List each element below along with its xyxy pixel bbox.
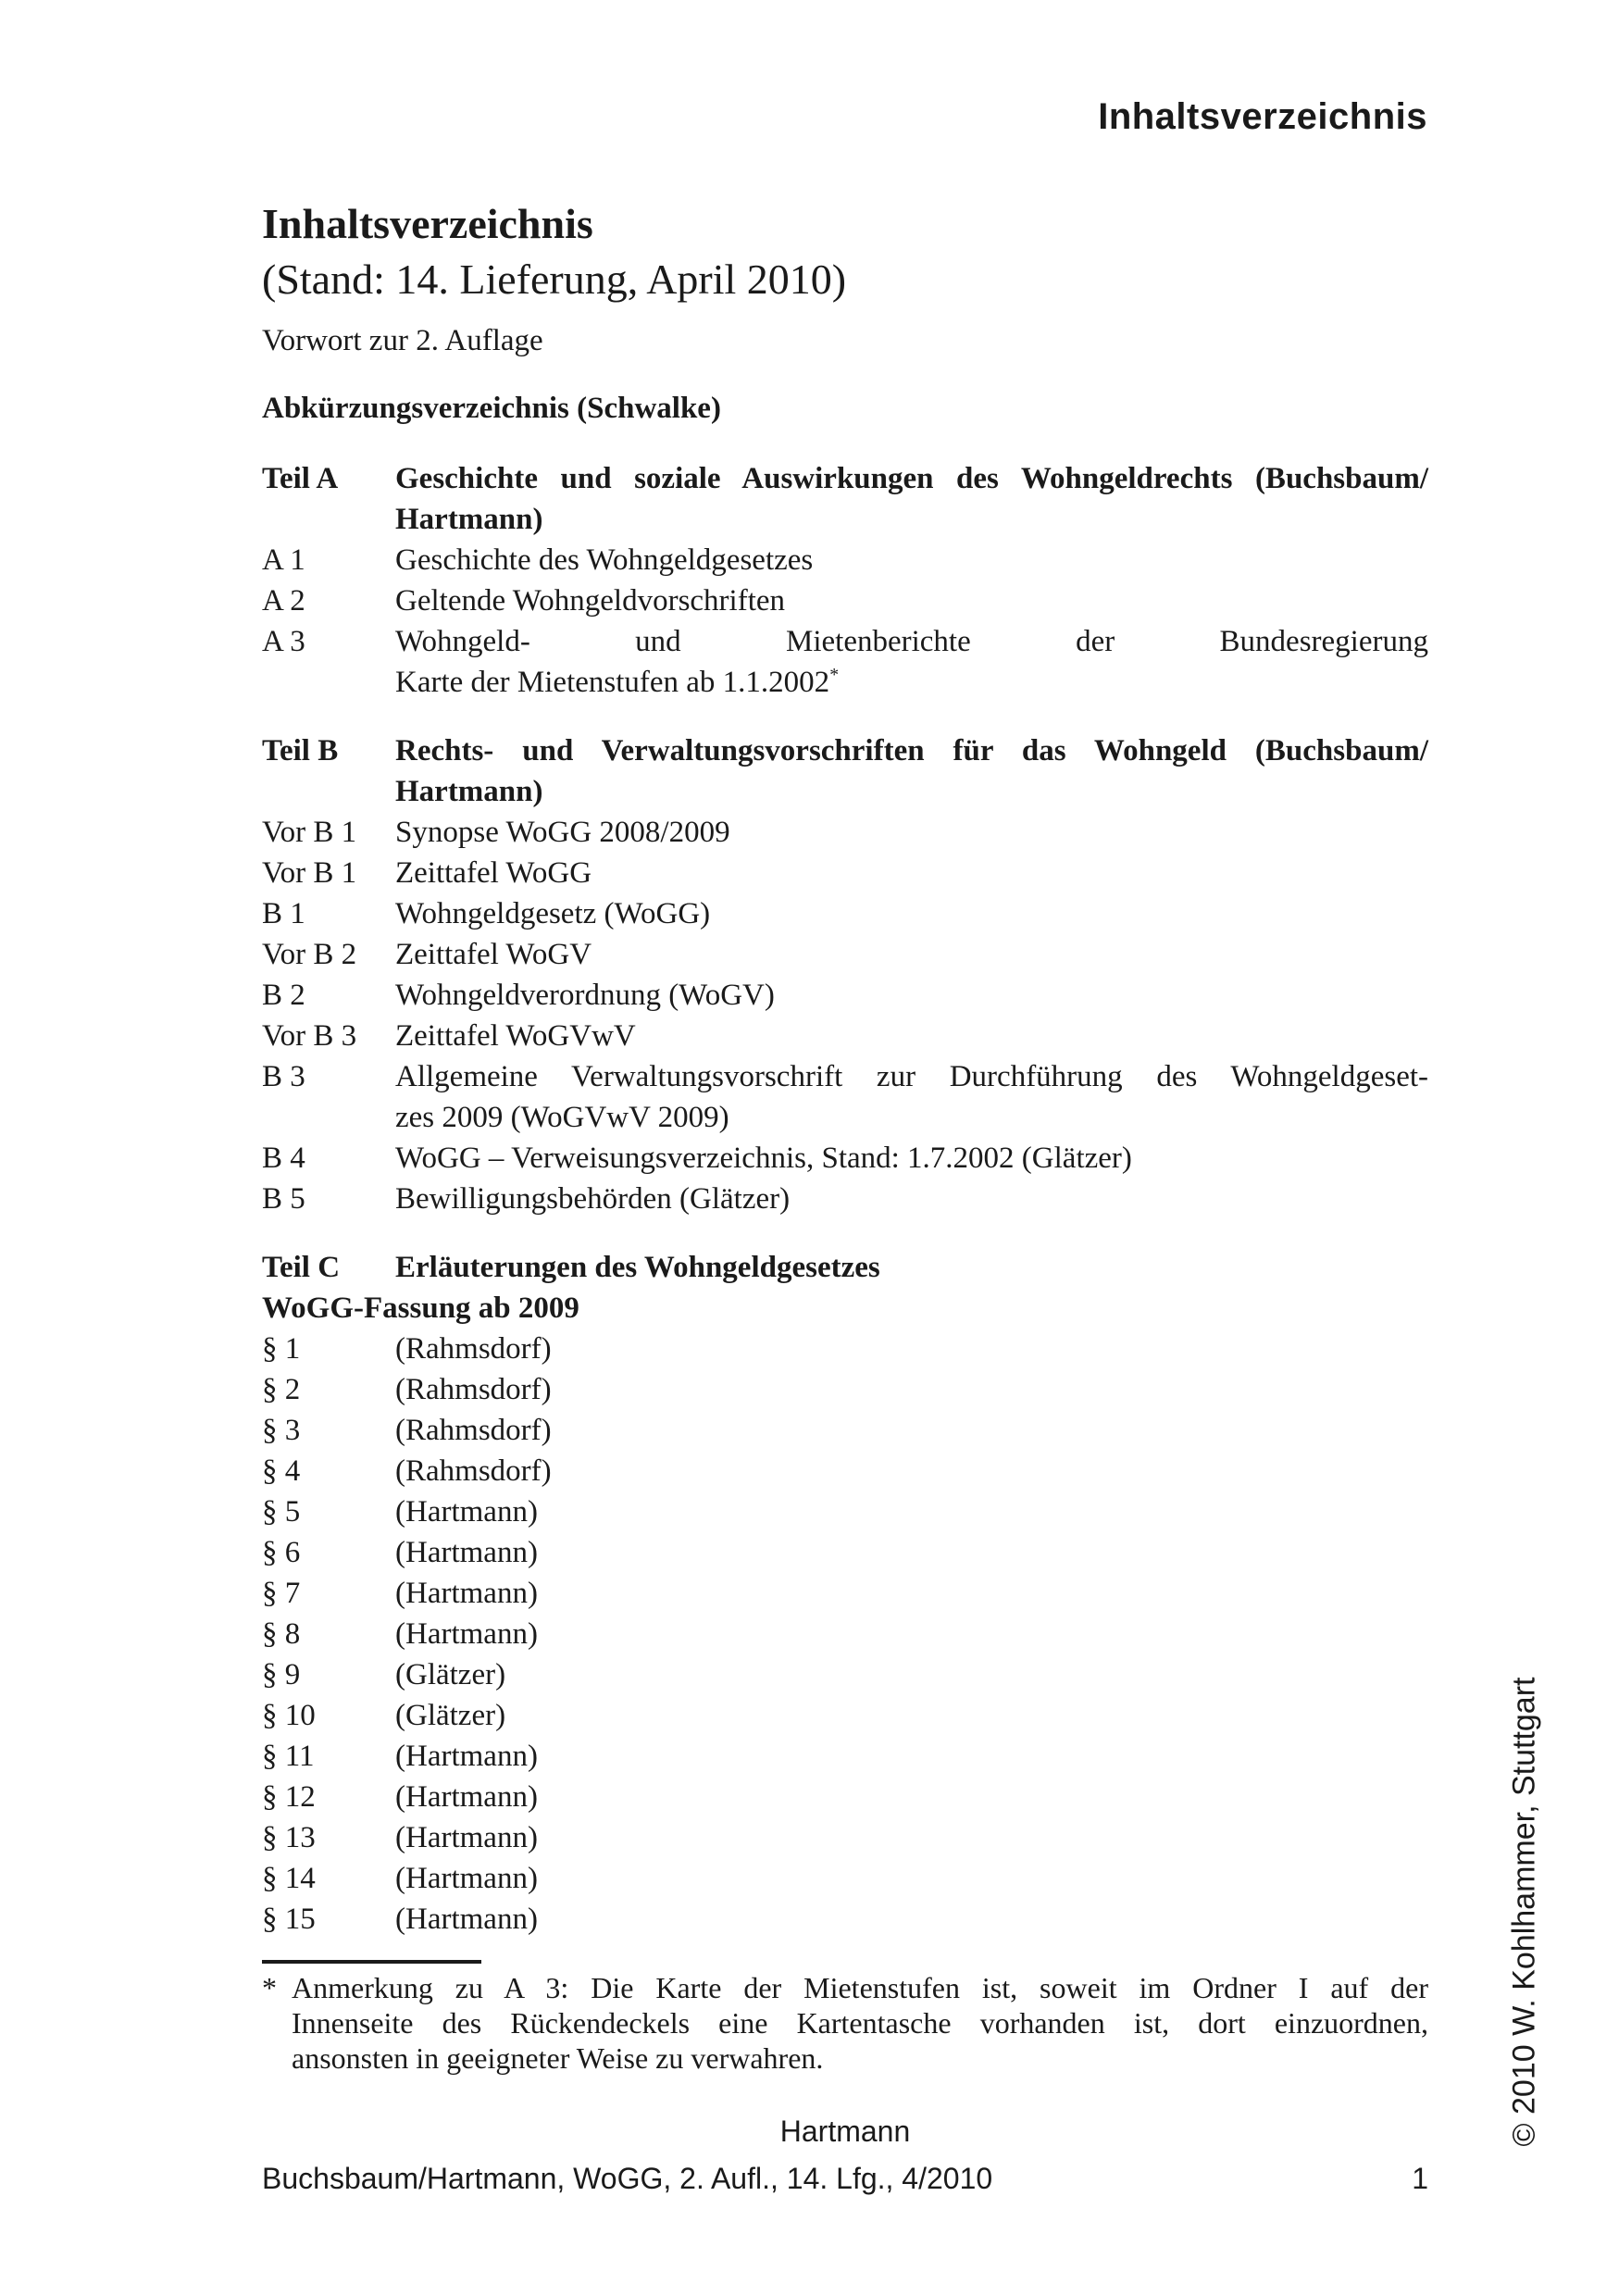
footnote-rule xyxy=(262,1960,481,1964)
toc-entry xyxy=(262,1532,1428,1573)
toc-entry xyxy=(262,812,1428,853)
footnote-marker: * xyxy=(262,1971,277,2004)
toc-entry-lines xyxy=(395,1056,1428,1138)
toc-entry-lines xyxy=(395,1138,1428,1179)
footnote-line: Anmerkung zu A 3: Die Karte der Mietenstufen ist, soweit im Ordner I auf der xyxy=(292,1971,1428,2004)
toc-entry-lines xyxy=(395,1695,1428,1736)
front-matter xyxy=(262,320,1428,429)
toc-entry-line: Bewilligungsbehörden (Glätzer) xyxy=(395,1182,791,1216)
toc-entry-label: § 14 xyxy=(262,1862,316,1895)
toc-entry-line: Geschichte und soziale Auswirkungen des Wohngeldrechts (Buchsbaum/ xyxy=(395,462,1428,495)
toc-entry-lines xyxy=(395,580,1428,621)
toc-entry xyxy=(262,1858,1428,1899)
toc-entry-label: A 1 xyxy=(262,543,305,577)
footer-citation: Buchsbaum/Hartmann, WoGG, 2. Aufl., 14. Lfg., 4/2010 xyxy=(262,2162,993,2195)
toc-entry-line: (Rahmsdorf) xyxy=(395,1414,552,1447)
toc-entry-line: (Glätzer) xyxy=(395,1699,506,1732)
toc-entry-line: (Hartmann) xyxy=(395,1740,538,1773)
page-subtitle: (Stand: 14. Lieferung, April 2010) xyxy=(262,256,847,303)
toc-section-teil-c xyxy=(262,1247,1428,1940)
toc-entry-label: § 13 xyxy=(262,1821,316,1854)
page-title: Inhaltsverzeichnis xyxy=(262,200,593,247)
toc-entry-line: (Hartmann) xyxy=(395,1536,538,1569)
toc-entry xyxy=(262,1695,1428,1736)
toc-entry-lines xyxy=(395,1777,1428,1817)
running-header: Inhaltsverzeichnis xyxy=(1098,96,1427,137)
toc-entry-label: § 3 xyxy=(262,1414,301,1447)
toc-entry-label: Vor B 3 xyxy=(262,1019,357,1053)
footnote-line: ansonsten in geeigneter Weise zu verwahren. xyxy=(292,2041,824,2075)
toc-entry xyxy=(262,1899,1428,1940)
toc-entry-lines xyxy=(395,1817,1428,1858)
toc-entry xyxy=(262,1138,1428,1179)
footnote-lines xyxy=(292,1970,1428,2076)
toc-entry xyxy=(262,1491,1428,1532)
toc-entry-line: Geltende Wohngeldvorschriften xyxy=(395,584,786,618)
toc-entry-label: § 11 xyxy=(262,1740,315,1773)
toc-entry xyxy=(262,1369,1428,1410)
toc-entry xyxy=(262,934,1428,975)
toc-entry-lines xyxy=(395,1736,1428,1777)
toc-entry-lines xyxy=(395,1532,1428,1573)
toc-entry-line: (Hartmann) xyxy=(395,1780,538,1814)
toc-entry-lines xyxy=(395,1614,1428,1654)
toc-entry xyxy=(262,580,1428,621)
toc-entry-line: (Hartmann) xyxy=(395,1821,538,1854)
toc-entry xyxy=(262,1410,1428,1451)
toc-entry-lines xyxy=(395,1016,1428,1056)
footnote-line: Innenseite des Rückendeckels eine Kartentasche vorhanden ist, dort einzuordnen, xyxy=(292,2006,1428,2040)
toc-heading-line: WoGG-Fassung ab 2009 xyxy=(262,1292,579,1325)
toc-entry-line: Rechts- und Verwaltungsvorschriften für das Wohngeld (Buchsbaum/ xyxy=(395,734,1428,767)
toc-entry-lines xyxy=(395,540,1428,580)
toc-entry-label: § 6 xyxy=(262,1536,301,1569)
toc-entry-lines xyxy=(395,730,1428,812)
toc-entry xyxy=(262,621,1428,703)
toc-entry-line: (Rahmsdorf) xyxy=(395,1373,552,1406)
toc-entry-line: Karte der Mietenstufen ab 1.1.2002* xyxy=(395,665,840,699)
toc-entry xyxy=(262,1614,1428,1654)
toc-entry-line: (Rahmsdorf) xyxy=(395,1454,552,1488)
toc-entry-lines xyxy=(395,1573,1428,1614)
toc-entry-lines xyxy=(395,1654,1428,1695)
toc-entry-label: Teil A xyxy=(262,462,339,495)
toc-entry-label: Teil B xyxy=(262,734,339,767)
page-content xyxy=(262,0,1428,2199)
toc-entry-line: Geschichte des Wohngeldgesetzes xyxy=(395,543,814,577)
footnote xyxy=(262,1970,1428,2076)
copyright-vertical: © 2010 W. Kohlhammer, Stuttgart xyxy=(1506,1677,1542,2147)
toc-entry xyxy=(262,730,1428,812)
toc-entry-lines xyxy=(395,893,1428,934)
toc-entry xyxy=(262,1016,1428,1056)
toc-entry-label: B 4 xyxy=(262,1142,305,1175)
toc-entry-lines xyxy=(395,1491,1428,1532)
toc-entry-line: Hartmann) xyxy=(395,775,543,808)
toc-entry-lines xyxy=(395,934,1428,975)
toc-entry-label: § 9 xyxy=(262,1658,301,1691)
toc-entry-line: (Rahmsdorf) xyxy=(395,1332,552,1366)
toc-entry-line: Synopse WoGG 2008/2009 xyxy=(395,816,730,849)
toc-entry-lines xyxy=(395,458,1428,540)
toc-entry-line: Erläuterungen des Wohngeldgesetzes xyxy=(395,1251,880,1284)
toc-entry-label: Vor B 1 xyxy=(262,856,357,890)
toc-entry-lines xyxy=(395,1858,1428,1899)
footer-row xyxy=(262,2158,1428,2199)
toc-entry xyxy=(262,1736,1428,1777)
toc-entry-label: B 5 xyxy=(262,1182,305,1216)
toc-entry-line: Hartmann) xyxy=(395,503,543,536)
toc-entry-lines xyxy=(395,1369,1428,1410)
toc-entry xyxy=(262,1329,1428,1369)
toc-entry-lines xyxy=(395,1451,1428,1491)
toc-entry-lines xyxy=(395,1899,1428,1940)
toc-entry-label: § 1 xyxy=(262,1332,301,1366)
toc-entry-label: Vor B 2 xyxy=(262,938,357,971)
toc-entry-line: zes 2009 (WoGVwV 2009) xyxy=(395,1101,729,1134)
toc-entry-lines xyxy=(395,621,1428,703)
toc-entry-label: § 10 xyxy=(262,1699,316,1732)
toc-entry-label: A 3 xyxy=(262,625,305,658)
toc-entry-lines xyxy=(395,812,1428,853)
toc-entry-line: (Hartmann) xyxy=(395,1495,538,1529)
toc-section-teil-b xyxy=(262,730,1428,1219)
toc-entry-line: Wohngeldgesetz (WoGG) xyxy=(395,897,711,930)
footer-author: Hartmann xyxy=(779,2115,911,2148)
toc-entry-line: Zeittafel WoGVwV xyxy=(395,1019,636,1053)
toc-entry-lines xyxy=(395,1179,1428,1219)
toc-entry-lines xyxy=(395,1329,1428,1369)
toc-entry xyxy=(262,1654,1428,1695)
toc-entry-line: WoGG – Verweisungsverzeichnis, Stand: 1.7.2002 (Glätzer) xyxy=(395,1142,1132,1175)
toc-entry xyxy=(262,1817,1428,1858)
toc-entry-label: § 12 xyxy=(262,1780,316,1814)
toc-entry-label: § 8 xyxy=(262,1617,301,1651)
toc-entry-line: (Glätzer) xyxy=(395,1658,506,1691)
toc-entry xyxy=(262,893,1428,934)
toc-section-teil-a xyxy=(262,458,1428,703)
superscript-footnote-ref: * xyxy=(829,665,840,685)
toc-entry-label: B 1 xyxy=(262,897,305,930)
toc-entry-label: § 15 xyxy=(262,1903,316,1936)
toc-entry-label: § 4 xyxy=(262,1454,301,1488)
toc-entry xyxy=(262,1573,1428,1614)
toc-entry-label: B 2 xyxy=(262,979,305,1012)
toc-entry xyxy=(262,853,1428,893)
toc-entry xyxy=(262,1777,1428,1817)
toc-entry-label: Teil C xyxy=(262,1251,341,1284)
toc-entry-label: Vor B 1 xyxy=(262,816,357,849)
toc-entry-line: (Hartmann) xyxy=(395,1862,538,1895)
toc-entry-lines xyxy=(395,975,1428,1016)
toc-entry-line: Wohngeldverordnung (WoGV) xyxy=(395,979,775,1012)
toc-entry-label: § 2 xyxy=(262,1373,301,1406)
front-matter-item: Vorwort zur 2. Auflage xyxy=(262,324,543,357)
toc-entry-lines xyxy=(395,1410,1428,1451)
toc-entry-line: Zeittafel WoGV xyxy=(395,938,592,971)
toc-entry-line: (Hartmann) xyxy=(395,1617,538,1651)
toc-sections xyxy=(262,458,1428,1940)
toc-entry-lines xyxy=(395,853,1428,893)
toc-entry-line: (Hartmann) xyxy=(395,1903,538,1936)
toc-entry xyxy=(262,1451,1428,1491)
toc-entry xyxy=(262,1179,1428,1219)
toc-entry-line: Allgemeine Verwaltungsvorschrift zur Durchführung des Wohngeldgeset- xyxy=(395,1060,1428,1093)
toc-entry xyxy=(262,1247,1428,1288)
toc-entry-label: A 2 xyxy=(262,584,305,618)
toc-entry-label: § 7 xyxy=(262,1577,301,1610)
toc-entry xyxy=(262,458,1428,540)
toc-entry-line: (Hartmann) xyxy=(395,1577,538,1610)
page-number: 1 xyxy=(1412,2162,1428,2195)
toc-entry xyxy=(262,1056,1428,1138)
toc-entry-label: § 5 xyxy=(262,1495,301,1529)
toc-entry-line: Wohngeld- und Mietenberichte der Bundesregierung xyxy=(395,625,1428,658)
toc-entry xyxy=(262,975,1428,1016)
toc-entry-line: Zeittafel WoGG xyxy=(395,856,592,890)
toc-entry-label: B 3 xyxy=(262,1060,305,1093)
toc-entry-lines xyxy=(395,1247,1428,1288)
toc-entry xyxy=(262,540,1428,580)
front-matter-item: Abkürzungsverzeichnis (Schwalke) xyxy=(262,392,721,425)
